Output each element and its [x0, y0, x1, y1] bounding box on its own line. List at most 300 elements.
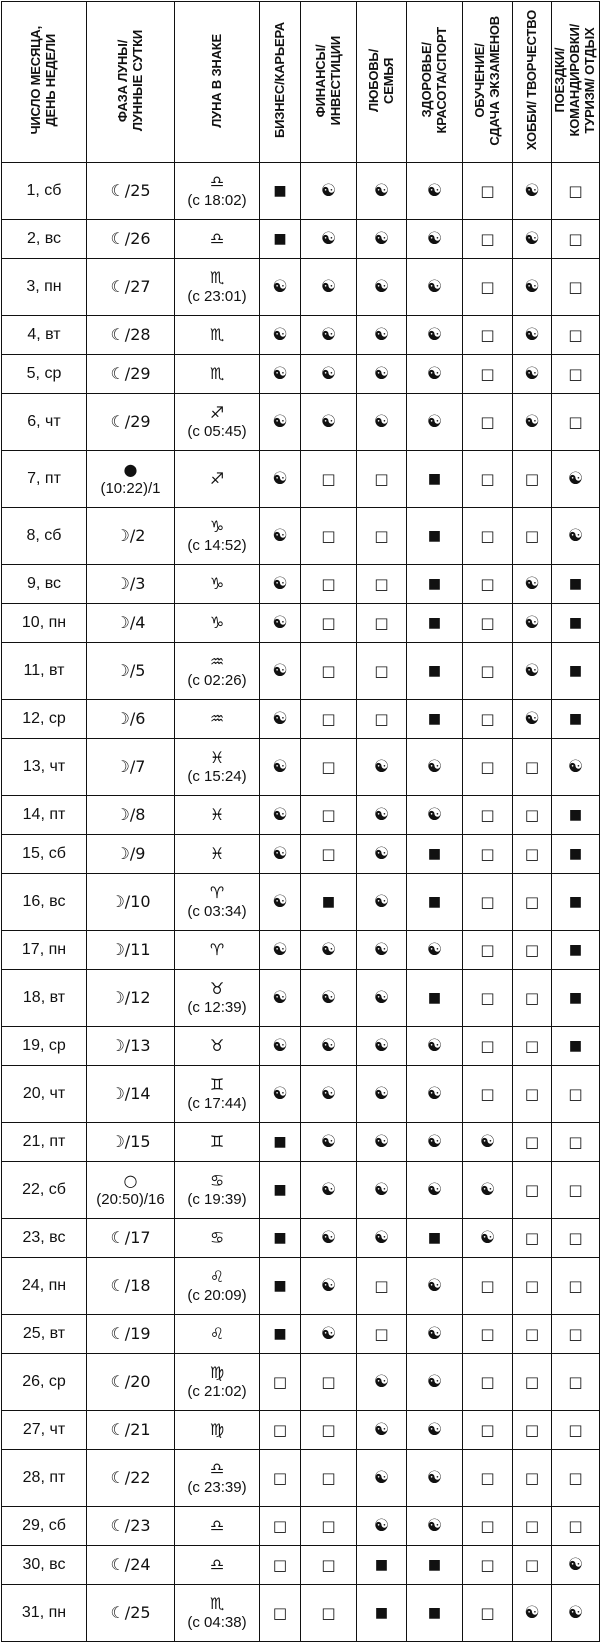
black-square-icon: ■ [427, 1557, 442, 1573]
rating-cell [552, 163, 600, 220]
day-cell [2, 565, 87, 604]
white-square-icon: □ [524, 805, 540, 824]
day-cell [2, 1123, 87, 1162]
rating-cell [357, 163, 407, 220]
white-square-icon: □ [374, 709, 389, 728]
rating-cell [260, 874, 301, 931]
white-square-icon: □ [568, 1420, 583, 1439]
rating-cell [407, 451, 463, 508]
header-day: ЧИСЛО МЕСЯЦА, ДЕНЬ НЕДЕЛИ [2, 2, 87, 163]
table-row [2, 874, 600, 931]
yin-yang-icon: ☯ [320, 325, 337, 345]
table-row [2, 1258, 600, 1315]
white-square-icon: □ [524, 526, 540, 545]
black-square-icon: ■ [427, 1230, 442, 1246]
white-square-icon: □ [524, 1372, 540, 1391]
white-square-icon: □ [374, 1276, 389, 1295]
rating-cell [463, 1162, 513, 1219]
rating-cell [260, 1411, 301, 1450]
rating-cell [407, 1411, 463, 1450]
yin-yang-icon: ☯ [272, 364, 288, 384]
black-square-icon: ■ [273, 183, 287, 199]
zodiac-icon: ♋ [209, 1228, 225, 1247]
moon-phase-cell [87, 604, 175, 643]
sign-change-time: (с 03:34) [187, 903, 247, 920]
yin-yang-icon: ☯ [426, 325, 443, 345]
rating-cell [407, 259, 463, 316]
rating-cell [301, 508, 357, 565]
rating-cell [260, 970, 301, 1027]
yin-yang-icon: ☯ [426, 757, 443, 777]
rating-cell [552, 1411, 600, 1450]
rating-cell [407, 835, 463, 874]
table-row [2, 451, 600, 508]
moon-sign-cell [175, 931, 260, 970]
sign-change-time: (с 20:09) [187, 1287, 247, 1304]
moon-phase-cell [87, 970, 175, 1027]
day-cell [2, 1546, 87, 1585]
rating-cell [463, 1411, 513, 1450]
rating-cell [513, 874, 552, 931]
moon-phase-cell [87, 394, 175, 451]
table-row [2, 1066, 600, 1123]
table-row [2, 163, 600, 220]
day-label: 11, вт [23, 662, 65, 679]
moon-phase-cell [87, 1411, 175, 1450]
moon-phase-value: ☾/27 [110, 277, 151, 296]
rating-cell [407, 316, 463, 355]
yin-yang-icon: ☯ [426, 277, 443, 297]
rating-cell [357, 874, 407, 931]
rating-cell [552, 1066, 600, 1123]
yin-yang-icon: ☯ [426, 1372, 443, 1392]
day-label: 25, вт [22, 1325, 66, 1342]
zodiac-icon: ♎ [209, 1516, 225, 1535]
yin-yang-icon: ☯ [272, 805, 288, 825]
sign-change-time: (с 18:02) [187, 192, 247, 209]
day-label: 8, сб [26, 527, 62, 544]
rating-cell [260, 643, 301, 700]
rating-cell [463, 259, 513, 316]
rating-cell [260, 508, 301, 565]
white-square-icon: □ [524, 1180, 540, 1199]
day-cell [2, 508, 87, 565]
yin-yang-icon: ☯ [373, 1468, 390, 1488]
rating-cell [513, 451, 552, 508]
rating-cell [301, 874, 357, 931]
day-cell [2, 835, 87, 874]
rating-cell [301, 1546, 357, 1585]
table-row [2, 796, 600, 835]
rating-cell [463, 1585, 513, 1642]
day-label: 24, пн [21, 1277, 67, 1294]
rating-cell [513, 355, 552, 394]
moon-phase-value: ☽/10 [110, 892, 151, 911]
sign-change-time: (с 17:44) [187, 1095, 247, 1112]
rating-cell [357, 451, 407, 508]
rating-cell [357, 1027, 407, 1066]
header-study: ОБУЧЕНИЕ/ СДАЧА ЭКЗАМЕНОВ [463, 2, 513, 163]
rating-cell [301, 1258, 357, 1315]
yin-yang-icon: ☯ [426, 1084, 443, 1104]
table-row [2, 1546, 600, 1585]
zodiac-icon: ♉ [209, 1036, 225, 1055]
moon-sign-cell [175, 163, 260, 220]
rating-cell [260, 451, 301, 508]
rating-cell [260, 1162, 301, 1219]
rating-cell [301, 1354, 357, 1411]
rating-cell [407, 394, 463, 451]
yin-yang-icon: ☯ [272, 526, 288, 546]
rating-cell [357, 1258, 407, 1315]
white-square-icon: □ [568, 1468, 583, 1487]
rating-cell [513, 1354, 552, 1411]
rating-cell [513, 394, 552, 451]
moon-phase-value: ☾/20 [110, 1372, 151, 1391]
sign-change-time: (с 15:24) [187, 768, 247, 785]
rating-cell [513, 835, 552, 874]
white-square-icon: □ [321, 526, 336, 545]
yin-yang-icon: ☯ [373, 1228, 390, 1248]
moon-sign-cell [175, 1258, 260, 1315]
white-square-icon: □ [568, 1180, 583, 1199]
black-square-icon: ■ [568, 846, 583, 862]
rating-cell [552, 1123, 600, 1162]
zodiac-icon: ♊ [209, 1132, 225, 1151]
yin-yang-icon: ☯ [272, 709, 288, 729]
rating-cell [357, 604, 407, 643]
sign-change-time: (с 23:01) [187, 288, 247, 305]
rating-cell [463, 1315, 513, 1354]
yin-yang-icon: ☯ [272, 844, 288, 864]
yin-yang-icon: ☯ [373, 988, 390, 1008]
yin-yang-icon: ☯ [426, 1468, 443, 1488]
white-square-icon: □ [524, 1420, 540, 1439]
day-label: 7, пт [27, 470, 61, 487]
table-row [2, 931, 600, 970]
rating-cell [357, 1507, 407, 1546]
white-square-icon: □ [568, 1324, 583, 1343]
moon-sign-cell [175, 970, 260, 1027]
white-square-icon: □ [480, 844, 495, 863]
rating-cell [301, 1162, 357, 1219]
day-label: 2, вс [26, 230, 62, 247]
rating-cell [301, 163, 357, 220]
yin-yang-icon: ☯ [567, 757, 584, 777]
rating-cell [407, 643, 463, 700]
rating-cell [463, 1123, 513, 1162]
moon-sign-cell [175, 604, 260, 643]
white-square-icon: □ [568, 1276, 583, 1295]
rating-cell [260, 316, 301, 355]
rating-cell [407, 1546, 463, 1585]
rating-cell [301, 565, 357, 604]
rating-cell [463, 1066, 513, 1123]
moon-phase-cell [87, 1258, 175, 1315]
moon-sign-cell [175, 1450, 260, 1507]
sign-change-time: (с 02:26) [187, 672, 247, 689]
yin-yang-icon: ☯ [426, 412, 443, 432]
rating-cell [301, 604, 357, 643]
day-label: 18, вт [22, 989, 66, 1006]
black-square-icon: ■ [273, 1230, 287, 1246]
yin-yang-icon: ☯ [426, 1516, 443, 1536]
white-square-icon: □ [374, 661, 389, 680]
yin-yang-icon: ☯ [272, 988, 288, 1008]
rating-cell [357, 796, 407, 835]
yin-yang-icon: ☯ [524, 364, 540, 384]
yin-yang-icon: ☯ [426, 1132, 443, 1152]
black-square-icon: ■ [273, 1278, 287, 1294]
rating-cell [301, 355, 357, 394]
moon-phase-value: ☽/6 [115, 709, 146, 728]
rating-cell [463, 565, 513, 604]
rating-cell [357, 1123, 407, 1162]
day-label: 29, сб [22, 1517, 66, 1534]
rating-cell [463, 1450, 513, 1507]
rating-cell [301, 394, 357, 451]
moon-phase-value: ☾/17 [110, 1228, 151, 1247]
day-cell [2, 1258, 87, 1315]
moon-phase-cell [87, 1162, 175, 1219]
rating-cell [552, 1585, 600, 1642]
rating-cell [260, 1315, 301, 1354]
moon-phase-value: ☽/11 [110, 940, 151, 959]
moon-phase-value: ☽/15 [110, 1132, 151, 1151]
table-row [2, 1450, 600, 1507]
black-square-icon: ■ [427, 894, 442, 910]
black-square-icon: ■ [273, 1182, 287, 1198]
sign-change-time: (с 21:02) [187, 1383, 247, 1400]
white-square-icon: □ [480, 892, 495, 911]
moon-phase-cell [87, 1219, 175, 1258]
sign-change-time: (с 12:39) [187, 999, 247, 1016]
yin-yang-icon: ☯ [320, 364, 337, 384]
white-square-icon: □ [524, 1228, 540, 1247]
rating-cell [357, 259, 407, 316]
black-square-icon: ■ [568, 1038, 583, 1054]
header-finance: ФИНАНСЫ/ ИНВЕСТИЦИИ [301, 2, 357, 163]
day-label: 21, пт [22, 1133, 66, 1150]
table-row [2, 259, 600, 316]
rating-cell [463, 604, 513, 643]
moon-phase-value: ☽/2 [115, 526, 146, 545]
rating-cell [260, 739, 301, 796]
rating-cell [552, 565, 600, 604]
white-square-icon: □ [568, 325, 583, 344]
rating-cell [301, 739, 357, 796]
black-square-icon: ■ [273, 231, 287, 247]
white-square-icon: □ [480, 1603, 495, 1622]
white-square-icon: □ [480, 940, 495, 959]
rating-cell [513, 1585, 552, 1642]
rating-cell [552, 1315, 600, 1354]
black-square-icon: ■ [273, 1134, 287, 1150]
white-square-icon: □ [480, 229, 495, 248]
moon-sign-cell [175, 565, 260, 604]
day-cell [2, 1219, 87, 1258]
rating-cell [513, 1507, 552, 1546]
rating-cell [463, 835, 513, 874]
rating-cell [513, 796, 552, 835]
yin-yang-icon: ☯ [272, 469, 288, 489]
rating-cell [552, 796, 600, 835]
rating-cell [552, 970, 600, 1027]
zodiac-icon: ♎ [209, 229, 225, 248]
rating-cell [407, 1027, 463, 1066]
white-square-icon: □ [321, 1420, 336, 1439]
day-cell [2, 1450, 87, 1507]
moon-sign-cell [175, 643, 260, 700]
rating-cell [552, 355, 600, 394]
yin-yang-icon: ☯ [272, 892, 288, 912]
yin-yang-icon: ☯ [272, 940, 288, 960]
rating-cell [357, 970, 407, 1027]
yin-yang-icon: ☯ [272, 325, 288, 345]
black-square-icon: ■ [568, 576, 583, 592]
rating-cell [357, 1162, 407, 1219]
moon-sign-cell [175, 874, 260, 931]
moon-phase-cell [87, 796, 175, 835]
day-label: 10, пн [21, 614, 67, 631]
rating-cell [463, 355, 513, 394]
moon-phase-value: ☾/24 [110, 1555, 151, 1574]
rating-cell [260, 604, 301, 643]
day-cell [2, 220, 87, 259]
yin-yang-icon: ☯ [426, 1276, 443, 1296]
day-cell [2, 1411, 87, 1450]
rating-cell [260, 163, 301, 220]
zodiac-icon: ♏ [209, 1594, 225, 1613]
moon-phase-value: ☾/18 [110, 1276, 151, 1295]
zodiac-icon: ♌ [209, 1324, 225, 1343]
rating-cell [463, 931, 513, 970]
table-row [2, 1411, 600, 1450]
rating-cell [552, 931, 600, 970]
white-square-icon: □ [480, 469, 495, 488]
sign-change-time: (с 05:45) [187, 423, 247, 440]
rating-cell [260, 796, 301, 835]
white-square-icon: □ [480, 277, 495, 296]
rating-cell [513, 643, 552, 700]
moon-phase-value: ☾/29 [110, 412, 151, 431]
moon-phase-value: ☽/12 [110, 988, 151, 1007]
table-row [2, 394, 600, 451]
rating-cell [463, 1546, 513, 1585]
yin-yang-icon: ☯ [524, 325, 540, 345]
rating-cell [357, 931, 407, 970]
white-square-icon: □ [272, 1603, 288, 1622]
zodiac-icon: ♈ [209, 883, 225, 902]
moon-phase-value: ☾/23 [110, 1516, 151, 1535]
rating-cell [357, 1585, 407, 1642]
black-square-icon: ■ [427, 576, 442, 592]
white-square-icon: □ [321, 805, 336, 824]
moon-sign-cell [175, 1123, 260, 1162]
black-square-icon: ■ [374, 1557, 389, 1573]
white-square-icon: □ [480, 757, 495, 776]
yin-yang-icon: ☯ [426, 229, 443, 249]
moon-phase-value: ☽/8 [115, 805, 146, 824]
rating-cell [463, 163, 513, 220]
black-square-icon: ■ [427, 711, 442, 727]
rating-cell [513, 739, 552, 796]
white-square-icon: □ [524, 892, 540, 911]
yin-yang-icon: ☯ [320, 412, 337, 432]
rating-cell [357, 1066, 407, 1123]
rating-cell [301, 220, 357, 259]
rating-cell [463, 316, 513, 355]
moon-phase-cell [87, 508, 175, 565]
moon-phase-cell [87, 1450, 175, 1507]
day-label: 20, чт [22, 1085, 66, 1102]
moon-phase-cell [87, 1315, 175, 1354]
rating-cell [552, 508, 600, 565]
white-square-icon: □ [480, 661, 495, 680]
rating-cell [463, 1027, 513, 1066]
zodiac-icon: ♓ [209, 844, 225, 863]
moon-phase-cell [87, 259, 175, 316]
yin-yang-icon: ☯ [320, 1132, 337, 1152]
day-label: 9, вс [26, 575, 62, 592]
moon-sign-cell [175, 1354, 260, 1411]
moon-phase-cell [87, 643, 175, 700]
yin-yang-icon: ☯ [373, 1516, 390, 1536]
day-label: 14, пт [22, 806, 66, 823]
moon-sign-cell [175, 1027, 260, 1066]
rating-cell [552, 874, 600, 931]
rating-cell [552, 1507, 600, 1546]
moon-sign-cell [175, 1162, 260, 1219]
rating-cell [513, 1450, 552, 1507]
table-row [2, 1162, 600, 1219]
black-square-icon: ■ [374, 1605, 389, 1621]
yin-yang-icon: ☯ [272, 412, 288, 432]
white-square-icon: □ [321, 844, 336, 863]
rating-cell [301, 643, 357, 700]
rating-cell [552, 1546, 600, 1585]
yin-yang-icon: ☯ [373, 277, 390, 297]
white-square-icon: □ [568, 364, 583, 383]
moon-sign-cell [175, 1585, 260, 1642]
day-cell [2, 163, 87, 220]
yin-yang-icon: ☯ [373, 844, 390, 864]
black-square-icon: ■ [568, 663, 583, 679]
yin-yang-icon: ☯ [567, 469, 584, 489]
rating-cell [407, 1162, 463, 1219]
rating-cell [260, 1450, 301, 1507]
zodiac-icon: ♑ [209, 613, 225, 632]
white-square-icon: □ [480, 181, 495, 200]
rating-cell [357, 355, 407, 394]
white-square-icon: □ [524, 1276, 540, 1295]
white-square-icon: □ [321, 709, 336, 728]
moon-phase-value: ☾/22 [110, 1468, 151, 1487]
yin-yang-icon: ☯ [567, 526, 584, 546]
rating-cell [260, 259, 301, 316]
zodiac-icon: ♎ [209, 1459, 225, 1478]
yin-yang-icon: ☯ [426, 1324, 443, 1344]
white-square-icon: □ [321, 613, 336, 632]
rating-cell [407, 1585, 463, 1642]
black-square-icon: ■ [568, 615, 583, 631]
table-row [2, 1027, 600, 1066]
day-cell [2, 1162, 87, 1219]
rating-cell [301, 796, 357, 835]
rating-cell [552, 739, 600, 796]
rating-cell [463, 700, 513, 739]
yin-yang-icon: ☯ [320, 229, 337, 249]
